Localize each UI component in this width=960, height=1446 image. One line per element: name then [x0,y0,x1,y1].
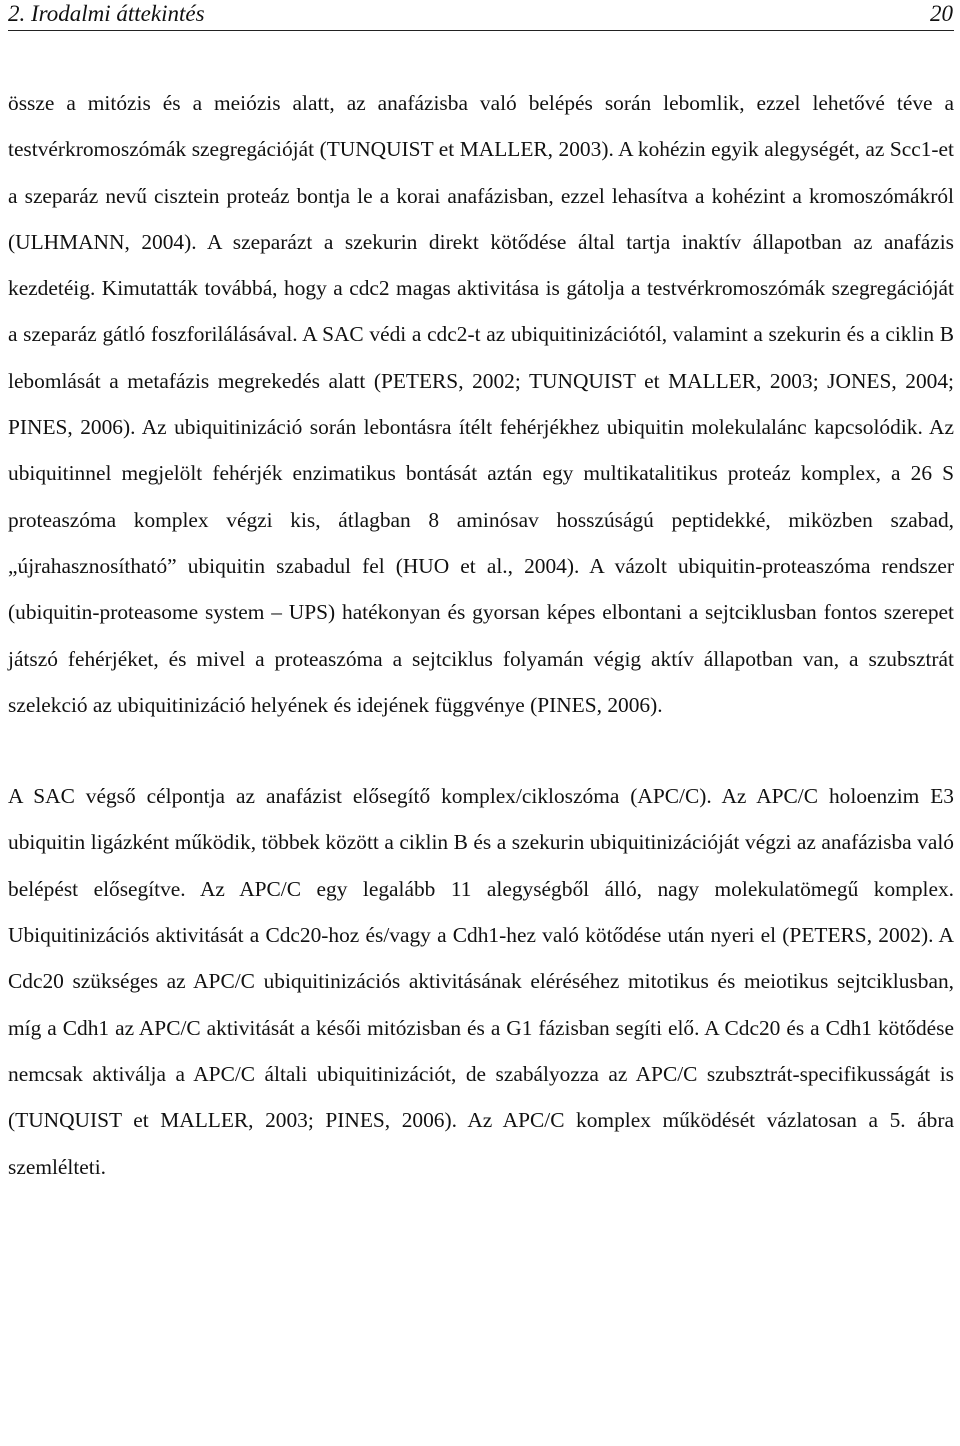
section-title: 2. Irodalmi áttekintés [8,1,205,26]
paragraph-1: össze a mitózis és a meiózis alatt, az anafázisba való belépés során lebomlik, ezzel lehetővé téve a testvérkromoszómák szegregációját (TUNQUIST et MALLER, 2003). A kohézin egyik alegységét, az Scc1-et a szeparáz nevű cisztein proteáz bontja le a korai anafázisban, ezzel lehasítva a kohézint a kromoszómákról (ULHMANN, 2004). A szeparázt a szekurin direkt kötődése által tartja inaktív állapotban az anafázis kezdetéig. Kimutatták továbbá, hogy a cdc2 magas aktivitása is gátolja a testvérkromoszómák szegregációját a szeparáz gátló foszforilálásával. A SAC védi a cdc2-t az ubiquitinizációtól, valamint a szekurin és a ciklin B lebomlását a metafázis megrekedés alatt (PETERS, 2002; TUNQUIST et MALLER, 2003; JONES, 2004; PINES, 2006). Az ubiquitinizáció során lebontásra ítélt fehérjékhez ubiquitin molekulalánc kapcsolódik. Az ubiquitinnel megjelölt fehérjék enzimatikus bontását aztán egy multikatalitikus proteáz komplex, a 26 S proteaszóma komplex végzi kis, átlagban 8 aminósav hosszúságú peptidekké, miközben szabad, „újrahasznosítható” ubiquitin szabadul fel (HUO et al., 2004). A vázolt ubiquitin-proteaszóma rendszer (ubiquitin-proteasome system – UPS) hatékonyan és gyorsan képes elbontani a sejtciklusban fontos szerepet játszó fehérjéket, és mivel a proteaszóma a sejtciklus folyamán végig aktív állapotban van, a szubsztrát szelekció az ubiquitinizáció helyének és idejének függvénye (PINES, 2006). [8,91,954,717]
running-header [8,0,954,31]
document-page [8,0,954,1190]
paragraph-2: A SAC végső célpontja az anafázist elősegítő komplex/cikloszóma (APC/C). Az APC/C holoenzim E3 ubiquitin ligázként működik, többek között a ciklin B és a szekurin ubiquitinizációját végzi az anafázisba való belépést elősegítve. Az APC/C egy legalább 11 alegységből álló, nagy molekulatömegű komplex. Ubiquitinizációs aktivitását a Cdc20-hoz és/vagy a Cdh1-hez való kötődése után nyeri el (PETERS, 2002). A Cdc20 szükséges az APC/C ubiquitinizációs aktivitásának eléréséhez mitotikus és meiotikus sejtciklusban, míg a Cdh1 az APC/C aktivitását a késői mitózisban és a G1 fázisban segíti elő. A Cdc20 és a Cdh1 kötődése nemcsak aktiválja a APC/C általi ubiquitinizációt, de szabályozza az APC/C szubsztrát-specifikusságát is (TUNQUIST et MALLER, 2003; PINES, 2006). Az APC/C komplex működését vázlatosan a 5. ábra szemlélteti. [8,784,954,1179]
page-number: 20 [930,1,953,26]
body-text [8,80,954,1190]
